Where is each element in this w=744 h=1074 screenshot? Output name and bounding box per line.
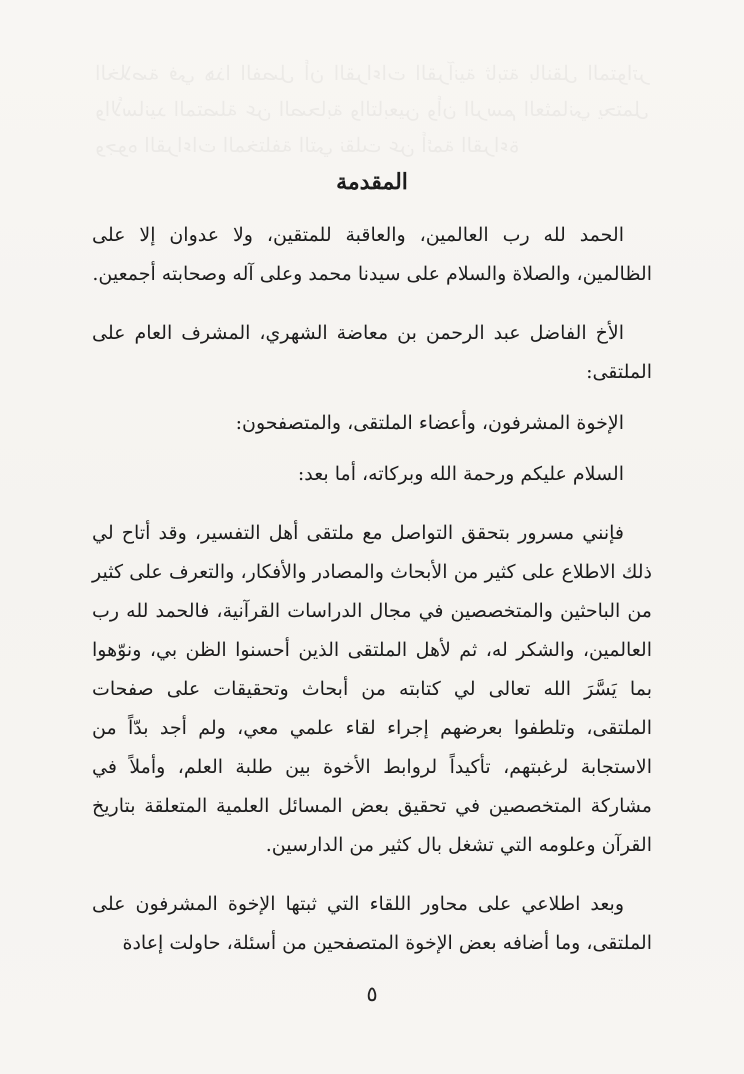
page-number: ٥	[366, 982, 378, 1006]
paragraph-address-brother: الأخ الفاضل عبد الرحمن بن معاضة الشهري، المشرف العام على الملتقى:	[92, 322, 652, 383]
paragraph-praise: الحمد لله رب العالمين، والعاقبة للمتقين، ولا عدوان إلا على الظالمين، والصلاة والسلام على سيدنا محمد وعلى آله وصحابته أجمعين.	[92, 224, 652, 285]
bleed-through-text	[95, 55, 649, 163]
paragraph-greeting: السلام عليكم ورحمة الله وبركاته، أما بعد:	[297, 463, 624, 485]
paragraph-body-2: وبعد اطلاعي على محاور اللقاء التي ثبتها الإخوة المشرفون على الملتقى، وما أضافه بعض الإخوة المتصفحين من أسئلة، حاولت إعادة	[92, 893, 652, 954]
page-content	[92, 162, 652, 975]
paragraph-body-1: فإنني مسرور بتحقق التواصل مع ملتقى أهل التفسير، وقد أتاح لي ذلك الاطلاع على كثير من الأبحاث والمصادر والأفكار، والتعرف على كثير من الباحثين والمتخصصين في مجال الدراسات القرآنية، فالحمد لله رب العالمين، والشكر له، ثم لأهل الملتقى الذين أحسنوا الظن بي، ونوّهوا بما يَسَّرَ الله تعالى لي كتابته من أبحاث وتحقيقات على صفحات الملتقى، وتلطفوا بعرضهم إجراء لقاء علمي معي، ولم أجد بدّاً من الاستجابة لرغبتهم، تأكيداً لروابط الأخوة بين طلبة العلم، وأملاً في مشاركة المتخصصين في تحقيق بعض المسائل العلمية المتعلقة بتاريخ القرآن وعلومه التي تشغل بال كثير من الدارسين.	[92, 522, 652, 856]
paragraph-address-members: الإخوة المشرفون، وأعضاء الملتقى، والمتصفحون:	[235, 412, 624, 434]
page-title: المقدمة	[336, 169, 408, 195]
